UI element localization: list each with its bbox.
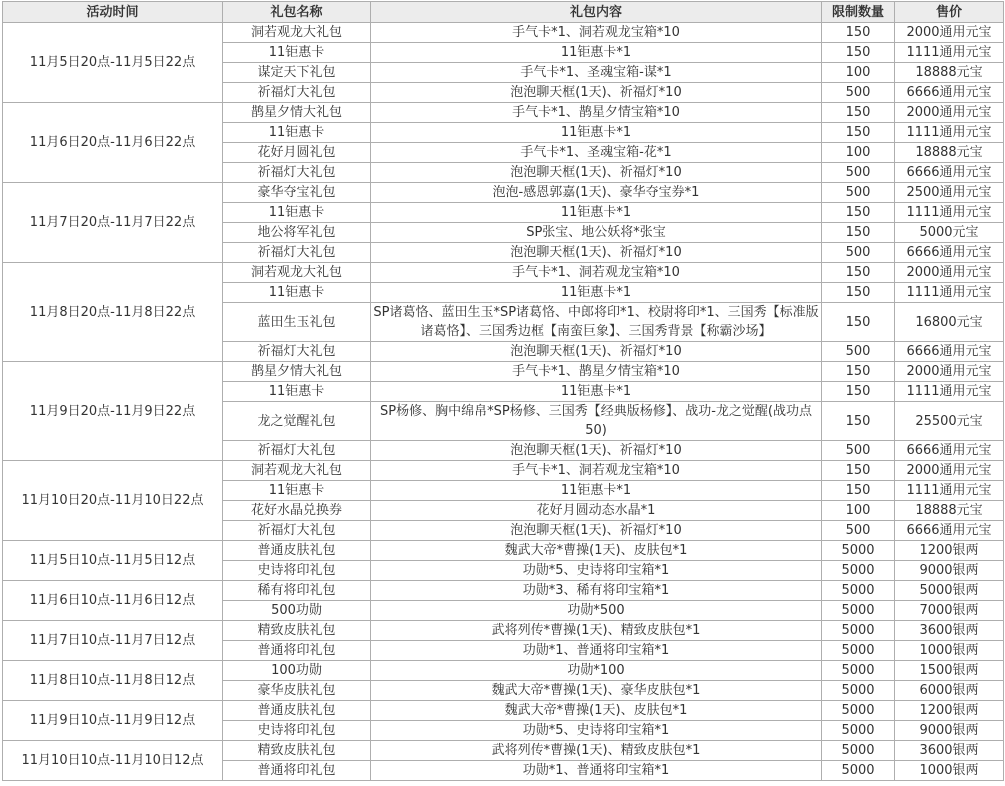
table-row bbox=[3, 103, 1004, 123]
pack-content-cell: 功勋*3、稀有将印宝箱*1 bbox=[371, 581, 822, 601]
limit-cell: 150 bbox=[822, 103, 895, 123]
table-row bbox=[3, 701, 1004, 721]
limit-cell: 5000 bbox=[822, 621, 895, 641]
price-cell: 2000通用元宝 bbox=[895, 103, 1004, 123]
pack-content-cell: 11钜惠卡*1 bbox=[371, 382, 822, 402]
pack-name-cell: 豪华夺宝礼包 bbox=[223, 183, 371, 203]
limit-cell: 5000 bbox=[822, 581, 895, 601]
price-cell: 6666通用元宝 bbox=[895, 243, 1004, 263]
header-limit: 限制数量 bbox=[822, 2, 895, 23]
price-cell: 18888元宝 bbox=[895, 143, 1004, 163]
pack-content-cell: 魏武大帝*曹操(1天)、皮肤包*1 bbox=[371, 541, 822, 561]
limit-cell: 100 bbox=[822, 501, 895, 521]
pack-content-cell: 魏武大帝*曹操(1天)、皮肤包*1 bbox=[371, 701, 822, 721]
pack-content-cell: 手气卡*1、洞若观龙宝箱*10 bbox=[371, 461, 822, 481]
activity-time-cell: 11月8日10点-11月8日12点 bbox=[3, 661, 223, 701]
limit-cell: 5000 bbox=[822, 761, 895, 781]
price-cell: 1500银两 bbox=[895, 661, 1004, 681]
limit-cell: 150 bbox=[822, 23, 895, 43]
pack-content-cell: 功勋*1、普通将印宝箱*1 bbox=[371, 761, 822, 781]
pack-content-cell: 手气卡*1、洞若观龙宝箱*10 bbox=[371, 263, 822, 283]
activity-time-cell: 11月6日20点-11月6日22点 bbox=[3, 103, 223, 183]
limit-cell: 150 bbox=[822, 203, 895, 223]
price-cell: 6666通用元宝 bbox=[895, 163, 1004, 183]
pack-name-cell: 精致皮肤礼包 bbox=[223, 621, 371, 641]
limit-cell: 150 bbox=[822, 263, 895, 283]
price-cell: 25500元宝 bbox=[895, 402, 1004, 441]
pack-content-cell: 功勋*100 bbox=[371, 661, 822, 681]
pack-content-cell: 功勋*5、史诗将印宝箱*1 bbox=[371, 721, 822, 741]
table-row bbox=[3, 541, 1004, 561]
header-activity-time: 活动时间 bbox=[3, 2, 223, 23]
table-row bbox=[3, 183, 1004, 203]
price-cell: 7000银两 bbox=[895, 601, 1004, 621]
price-cell: 1000银两 bbox=[895, 761, 1004, 781]
limit-cell: 150 bbox=[822, 43, 895, 63]
pack-content-cell: 手气卡*1、鹊星夕情宝箱*10 bbox=[371, 362, 822, 382]
limit-cell: 150 bbox=[822, 223, 895, 243]
pack-content-cell: 手气卡*1、圣魂宝箱-花*1 bbox=[371, 143, 822, 163]
pack-content-cell: 泡泡聊天框(1天)、祈福灯*10 bbox=[371, 441, 822, 461]
pack-name-cell: 鹊星夕情大礼包 bbox=[223, 103, 371, 123]
price-cell: 2000通用元宝 bbox=[895, 362, 1004, 382]
limit-cell: 500 bbox=[822, 441, 895, 461]
pack-content-cell: 手气卡*1、圣魂宝箱-谋*1 bbox=[371, 63, 822, 83]
limit-cell: 5000 bbox=[822, 541, 895, 561]
activity-time-cell: 11月10日10点-11月10日12点 bbox=[3, 741, 223, 781]
price-cell: 1111通用元宝 bbox=[895, 203, 1004, 223]
activity-time-cell: 11月10日20点-11月10日22点 bbox=[3, 461, 223, 541]
pack-name-cell: 11钜惠卡 bbox=[223, 43, 371, 63]
limit-cell: 100 bbox=[822, 143, 895, 163]
pack-content-cell: 11钜惠卡*1 bbox=[371, 481, 822, 501]
activity-time-cell: 11月7日10点-11月7日12点 bbox=[3, 621, 223, 661]
price-cell: 18888元宝 bbox=[895, 501, 1004, 521]
price-cell: 2000通用元宝 bbox=[895, 23, 1004, 43]
pack-name-cell: 洞若观龙大礼包 bbox=[223, 461, 371, 481]
table-row bbox=[3, 263, 1004, 283]
pack-name-cell: 鹊星夕情大礼包 bbox=[223, 362, 371, 382]
pack-name-cell: 祈福灯大礼包 bbox=[223, 243, 371, 263]
pack-content-cell: 11钜惠卡*1 bbox=[371, 203, 822, 223]
activity-time-cell: 11月9日10点-11月9日12点 bbox=[3, 701, 223, 741]
price-cell: 6666通用元宝 bbox=[895, 441, 1004, 461]
header-pack-content: 礼包内容 bbox=[371, 2, 822, 23]
pack-name-cell: 普通将印礼包 bbox=[223, 761, 371, 781]
price-cell: 1111通用元宝 bbox=[895, 283, 1004, 303]
price-cell: 2000通用元宝 bbox=[895, 461, 1004, 481]
pack-name-cell: 普通皮肤礼包 bbox=[223, 541, 371, 561]
limit-cell: 500 bbox=[822, 163, 895, 183]
pack-content-cell: 魏武大帝*曹操(1天)、豪华皮肤包*1 bbox=[371, 681, 822, 701]
price-cell: 9000银两 bbox=[895, 561, 1004, 581]
pack-content-cell: 11钜惠卡*1 bbox=[371, 283, 822, 303]
activity-time-cell: 11月7日20点-11月7日22点 bbox=[3, 183, 223, 263]
price-cell: 5000银两 bbox=[895, 581, 1004, 601]
limit-cell: 150 bbox=[822, 283, 895, 303]
pack-content-cell: 手气卡*1、鹊星夕情宝箱*10 bbox=[371, 103, 822, 123]
limit-cell: 5000 bbox=[822, 701, 895, 721]
pack-content-cell: 功勋*5、史诗将印宝箱*1 bbox=[371, 561, 822, 581]
pack-name-cell: 谋定天下礼包 bbox=[223, 63, 371, 83]
limit-cell: 500 bbox=[822, 342, 895, 362]
pack-name-cell: 11钜惠卡 bbox=[223, 382, 371, 402]
limit-cell: 5000 bbox=[822, 741, 895, 761]
limit-cell: 5000 bbox=[822, 721, 895, 741]
limit-cell: 5000 bbox=[822, 601, 895, 621]
price-cell: 1200银两 bbox=[895, 541, 1004, 561]
price-cell: 18888元宝 bbox=[895, 63, 1004, 83]
pack-content-cell: 泡泡聊天框(1天)、祈福灯*10 bbox=[371, 243, 822, 263]
pack-content-cell: 武将列传*曹操(1天)、精致皮肤包*1 bbox=[371, 741, 822, 761]
pack-content-cell: 武将列传*曹操(1天)、精致皮肤包*1 bbox=[371, 621, 822, 641]
table-row bbox=[3, 741, 1004, 761]
pack-content-cell: SP诸葛恪、蓝田生玉*SP诸葛恪、中郎将印*1、校尉将印*1、三国秀【标准版诸葛恪】、三国秀边框【南蛮巨象】、三国秀背景【称霸沙场】 bbox=[371, 303, 822, 342]
limit-cell: 5000 bbox=[822, 561, 895, 581]
pack-name-cell: 普通将印礼包 bbox=[223, 641, 371, 661]
table-body bbox=[3, 23, 1004, 781]
pack-content-cell: SP杨修、胸中绵帛*SP杨修、三国秀【经典版杨修】、战功-龙之觉醒(战功点50) bbox=[371, 402, 822, 441]
pack-content-cell: 泡泡聊天框(1天)、祈福灯*10 bbox=[371, 83, 822, 103]
pack-content-cell: 泡泡-感恩郭嘉(1天)、豪华夺宝券*1 bbox=[371, 183, 822, 203]
price-cell: 6666通用元宝 bbox=[895, 342, 1004, 362]
pack-name-cell: 祈福灯大礼包 bbox=[223, 441, 371, 461]
table-header-row bbox=[3, 2, 1004, 23]
pack-name-cell: 花好月圆礼包 bbox=[223, 143, 371, 163]
limit-cell: 500 bbox=[822, 521, 895, 541]
pack-name-cell: 地公将军礼包 bbox=[223, 223, 371, 243]
limit-cell: 150 bbox=[822, 461, 895, 481]
pack-name-cell: 祈福灯大礼包 bbox=[223, 163, 371, 183]
pack-name-cell: 祈福灯大礼包 bbox=[223, 342, 371, 362]
header-price: 售价 bbox=[895, 2, 1004, 23]
pack-content-cell: 花好月圆动态水晶*1 bbox=[371, 501, 822, 521]
pack-name-cell: 史诗将印礼包 bbox=[223, 561, 371, 581]
table-row bbox=[3, 461, 1004, 481]
limit-cell: 150 bbox=[822, 303, 895, 342]
limit-cell: 5000 bbox=[822, 681, 895, 701]
pack-name-cell: 豪华皮肤礼包 bbox=[223, 681, 371, 701]
pack-name-cell: 花好水晶兑换券 bbox=[223, 501, 371, 521]
limit-cell: 500 bbox=[822, 83, 895, 103]
price-cell: 9000银两 bbox=[895, 721, 1004, 741]
pack-content-cell: 手气卡*1、洞若观龙宝箱*10 bbox=[371, 23, 822, 43]
limit-cell: 150 bbox=[822, 362, 895, 382]
gift-pack-table bbox=[2, 1, 1004, 781]
table-row bbox=[3, 661, 1004, 681]
pack-content-cell: 泡泡聊天框(1天)、祈福灯*10 bbox=[371, 342, 822, 362]
table-row bbox=[3, 621, 1004, 641]
limit-cell: 5000 bbox=[822, 661, 895, 681]
pack-name-cell: 蓝田生玉礼包 bbox=[223, 303, 371, 342]
pack-name-cell: 11钜惠卡 bbox=[223, 123, 371, 143]
pack-content-cell: 11钜惠卡*1 bbox=[371, 43, 822, 63]
pack-name-cell: 洞若观龙大礼包 bbox=[223, 23, 371, 43]
price-cell: 1111通用元宝 bbox=[895, 123, 1004, 143]
pack-name-cell: 史诗将印礼包 bbox=[223, 721, 371, 741]
price-cell: 1111通用元宝 bbox=[895, 481, 1004, 501]
price-cell: 1111通用元宝 bbox=[895, 382, 1004, 402]
pack-content-cell: SP张宝、地公妖将*张宝 bbox=[371, 223, 822, 243]
pack-content-cell: 泡泡聊天框(1天)、祈福灯*10 bbox=[371, 521, 822, 541]
limit-cell: 500 bbox=[822, 243, 895, 263]
price-cell: 1200银两 bbox=[895, 701, 1004, 721]
price-cell: 1111通用元宝 bbox=[895, 43, 1004, 63]
pack-name-cell: 11钜惠卡 bbox=[223, 203, 371, 223]
pack-name-cell: 祈福灯大礼包 bbox=[223, 83, 371, 103]
price-cell: 2000通用元宝 bbox=[895, 263, 1004, 283]
price-cell: 6000银两 bbox=[895, 681, 1004, 701]
limit-cell: 500 bbox=[822, 183, 895, 203]
pack-content-cell: 11钜惠卡*1 bbox=[371, 123, 822, 143]
table-row bbox=[3, 362, 1004, 382]
pack-name-cell: 祈福灯大礼包 bbox=[223, 521, 371, 541]
pack-name-cell: 普通皮肤礼包 bbox=[223, 701, 371, 721]
pack-name-cell: 500功勋 bbox=[223, 601, 371, 621]
limit-cell: 150 bbox=[822, 481, 895, 501]
pack-name-cell: 11钜惠卡 bbox=[223, 481, 371, 501]
pack-content-cell: 功勋*1、普通将印宝箱*1 bbox=[371, 641, 822, 661]
pack-content-cell: 功勋*500 bbox=[371, 601, 822, 621]
activity-time-cell: 11月6日10点-11月6日12点 bbox=[3, 581, 223, 621]
activity-time-cell: 11月5日20点-11月5日22点 bbox=[3, 23, 223, 103]
limit-cell: 5000 bbox=[822, 641, 895, 661]
price-cell: 6666通用元宝 bbox=[895, 83, 1004, 103]
price-cell: 1000银两 bbox=[895, 641, 1004, 661]
pack-name-cell: 龙之觉醒礼包 bbox=[223, 402, 371, 441]
table-row bbox=[3, 581, 1004, 601]
limit-cell: 150 bbox=[822, 382, 895, 402]
pack-name-cell: 稀有将印礼包 bbox=[223, 581, 371, 601]
price-cell: 3600银两 bbox=[895, 741, 1004, 761]
pack-name-cell: 洞若观龙大礼包 bbox=[223, 263, 371, 283]
activity-time-cell: 11月9日20点-11月9日22点 bbox=[3, 362, 223, 461]
price-cell: 6666通用元宝 bbox=[895, 521, 1004, 541]
price-cell: 16800元宝 bbox=[895, 303, 1004, 342]
activity-time-cell: 11月5日10点-11月5日12点 bbox=[3, 541, 223, 581]
pack-content-cell: 泡泡聊天框(1天)、祈福灯*10 bbox=[371, 163, 822, 183]
pack-name-cell: 100功勋 bbox=[223, 661, 371, 681]
pack-name-cell: 精致皮肤礼包 bbox=[223, 741, 371, 761]
table-row bbox=[3, 23, 1004, 43]
price-cell: 2500通用元宝 bbox=[895, 183, 1004, 203]
price-cell: 5000元宝 bbox=[895, 223, 1004, 243]
header-pack-name: 礼包名称 bbox=[223, 2, 371, 23]
limit-cell: 100 bbox=[822, 63, 895, 83]
activity-time-cell: 11月8日20点-11月8日22点 bbox=[3, 263, 223, 362]
price-cell: 3600银两 bbox=[895, 621, 1004, 641]
limit-cell: 150 bbox=[822, 123, 895, 143]
pack-name-cell: 11钜惠卡 bbox=[223, 283, 371, 303]
limit-cell: 150 bbox=[822, 402, 895, 441]
